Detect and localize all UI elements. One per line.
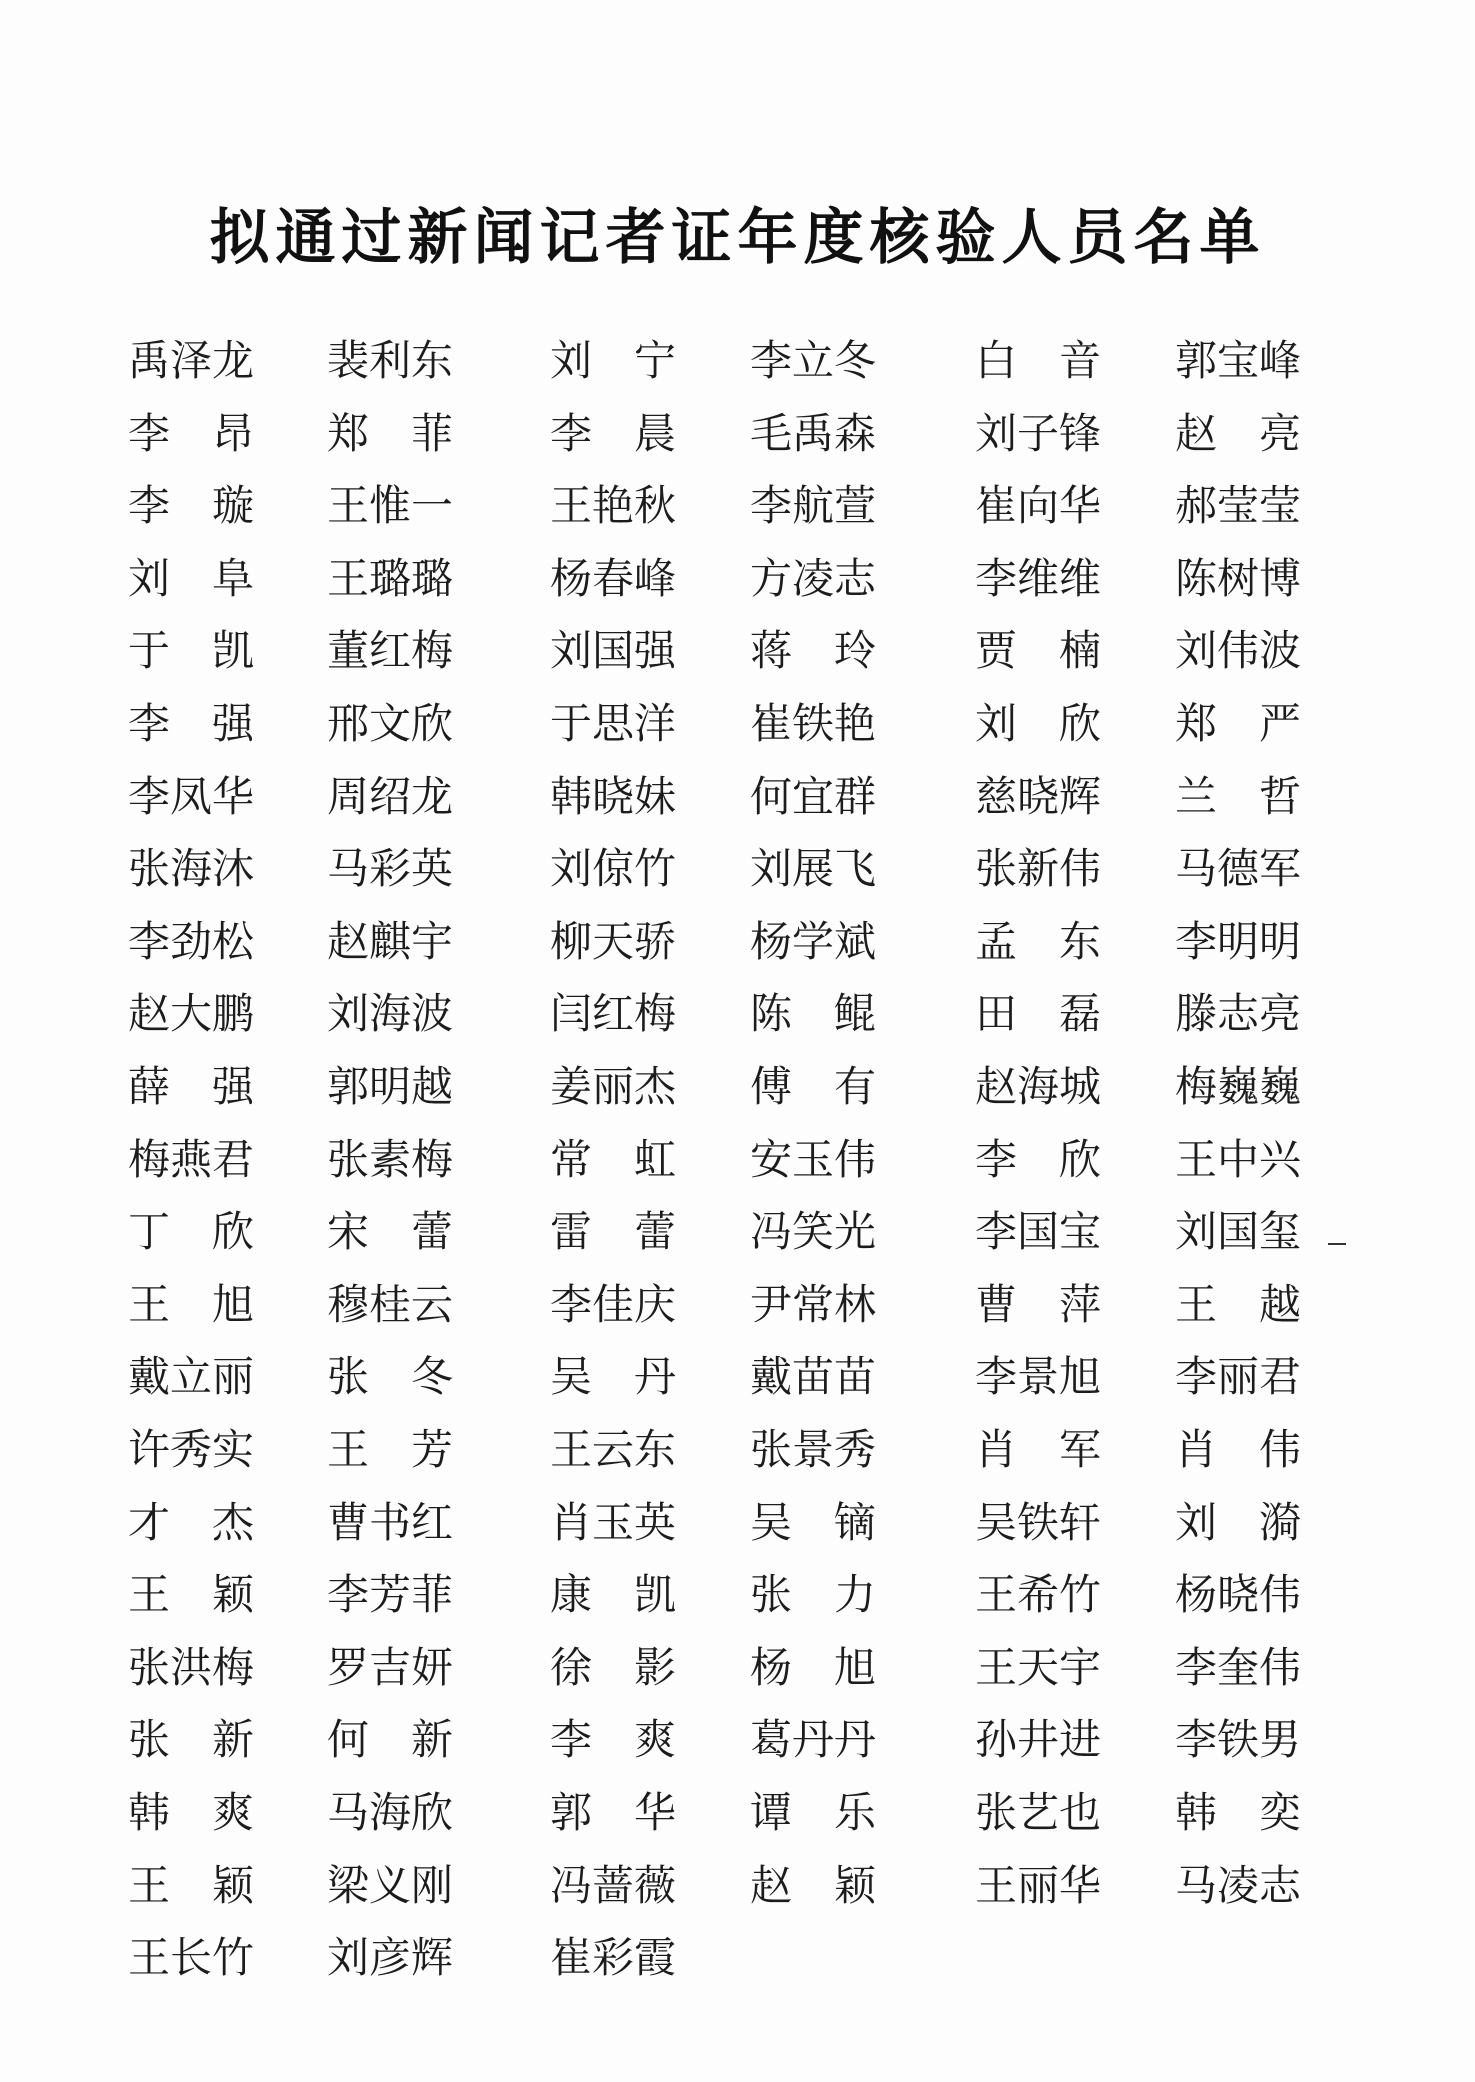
person-name: 王 丽 华	[975, 1860, 1102, 1910]
person-name: 许 秀 实	[128, 1425, 255, 1474]
person-name: 李 航 萱	[750, 481, 877, 531]
name-row	[0, 1051, 1475, 1123]
person-name: 兰 哲	[1175, 771, 1301, 821]
person-name: 闫 红 梅	[550, 989, 677, 1039]
person-name: 吴 铁 轩	[975, 1497, 1102, 1547]
person-name: 肖 伟	[1175, 1425, 1301, 1474]
person-name: 赵 大 鹏	[128, 989, 255, 1039]
person-name: 毛 禹 森	[750, 408, 877, 458]
name-row	[0, 833, 1475, 905]
name-row	[0, 761, 1475, 833]
person-name: 王 芳	[327, 1425, 453, 1474]
person-name: 邢 文 欣	[327, 699, 454, 748]
person-name: 马 凌 志	[1175, 1860, 1302, 1910]
person-name: 王 云 东	[550, 1425, 677, 1474]
person-name: 李 铁 男	[1175, 1715, 1302, 1765]
person-name: 郝 莹 莹	[1175, 481, 1302, 531]
person-name: 孙 井 进	[975, 1715, 1102, 1765]
person-name: 刘 展 飞	[750, 844, 877, 894]
person-name: 张 力	[750, 1570, 876, 1620]
name-row	[0, 1559, 1475, 1631]
person-name: 王 颖	[128, 1860, 254, 1910]
person-name: 王 希 竹	[975, 1570, 1102, 1620]
person-name: 张 新 伟	[975, 844, 1102, 894]
name-row	[0, 325, 1475, 397]
person-name: 赵 颖	[750, 1860, 876, 1910]
person-name: 王 惟 一	[327, 481, 454, 531]
person-name: 安 玉 伟	[750, 1134, 877, 1184]
person-name: 宋 蕾	[327, 1207, 453, 1257]
person-name: 陈 树 博	[1175, 553, 1302, 603]
person-name: 梁 义 刚	[327, 1860, 454, 1910]
person-name: 李 昂	[128, 408, 254, 458]
person-name: 李 立 冬	[750, 336, 877, 385]
person-name: 肖 军	[975, 1425, 1101, 1474]
person-name: 李 芳 菲	[327, 1570, 454, 1620]
person-name: 王 旭	[128, 1279, 254, 1329]
person-name: 李 凤 华	[128, 771, 255, 821]
person-name: 王 颖	[128, 1570, 254, 1620]
person-name: 张 新	[128, 1715, 254, 1765]
person-name: 冯 笑 光	[750, 1207, 877, 1257]
person-name: 张 冬	[327, 1352, 453, 1402]
person-name: 王 中 兴	[1175, 1134, 1302, 1184]
person-name: 葛 丹 丹	[750, 1715, 877, 1765]
person-name: 杨 学 斌	[750, 916, 877, 966]
person-name: 马 德 军	[1175, 844, 1302, 894]
person-name: 白 音	[975, 336, 1101, 385]
person-name: 曹 书 红	[327, 1497, 454, 1547]
person-name: 梅 巍 巍	[1175, 1062, 1302, 1111]
person-name: 傅 有	[750, 1062, 876, 1111]
person-name: 李 强	[128, 699, 254, 748]
person-name: 吴 镝	[750, 1497, 876, 1547]
person-name: 崔 彩 霞	[550, 1933, 677, 1983]
person-name: 李 景 旭	[975, 1352, 1102, 1402]
person-name: 何 新	[327, 1715, 453, 1765]
name-row	[0, 1632, 1475, 1704]
person-name: 王 璐 璐	[327, 553, 454, 603]
person-name: 何 宜 群	[750, 771, 877, 821]
person-name: 曹 萍	[975, 1279, 1101, 1329]
person-name: 张 海 沐	[128, 844, 255, 894]
person-name: 马 海 欣	[327, 1788, 454, 1837]
person-name: 罗 吉 妍	[327, 1642, 454, 1692]
person-name: 穆 桂 云	[327, 1279, 454, 1329]
person-name: 杨 晓 伟	[1175, 1570, 1302, 1620]
name-row	[0, 1341, 1475, 1413]
person-name: 李 欣	[975, 1134, 1101, 1184]
name-row	[0, 398, 1475, 470]
name-row	[0, 1414, 1475, 1486]
name-row	[0, 1850, 1475, 1922]
person-name: 张 艺 也	[975, 1788, 1102, 1837]
person-name: 于 凯	[128, 626, 254, 676]
person-name: 刘 伟 波	[1175, 626, 1302, 676]
person-name: 徐 影	[550, 1642, 676, 1692]
person-name: 李 奎 伟	[1175, 1642, 1302, 1692]
person-name: 张 景 秀	[750, 1425, 877, 1474]
person-name: 韩 晓 妹	[550, 771, 677, 821]
person-name: 刘 国 玺	[1175, 1207, 1302, 1257]
person-name: 丁 欣	[128, 1207, 254, 1257]
person-name: 康 凯	[550, 1570, 676, 1620]
person-name: 孟 东	[975, 916, 1101, 966]
person-name: 刘 阜	[128, 553, 254, 603]
person-name: 张 洪 梅	[128, 1642, 255, 1692]
name-row	[0, 1124, 1475, 1196]
person-name: 姜 丽 杰	[550, 1062, 677, 1111]
person-name: 常 虹	[550, 1134, 676, 1184]
person-name: 李 佳 庆	[550, 1279, 677, 1329]
person-name: 李 明 明	[1175, 916, 1302, 966]
person-name: 禹 泽 龙	[128, 336, 255, 385]
person-name: 刘 子 锋	[975, 408, 1102, 458]
person-name: 李 维 维	[975, 553, 1102, 603]
name-row	[0, 1487, 1475, 1559]
person-name: 贾 楠	[975, 626, 1101, 676]
person-name: 崔 向 华	[975, 481, 1102, 531]
person-name: 梅 燕 君	[128, 1134, 255, 1184]
person-name: 张 素 梅	[327, 1134, 454, 1184]
person-name: 刘 欣	[975, 699, 1101, 748]
person-name: 刘 漪	[1175, 1497, 1301, 1547]
person-name: 马 彩 英	[327, 844, 454, 894]
person-name: 薛 强	[128, 1062, 254, 1111]
person-name: 赵 海 城	[975, 1062, 1102, 1111]
person-name: 雷 蕾	[550, 1207, 676, 1257]
person-name: 李 国 宝	[975, 1207, 1102, 1257]
person-name: 刘 倞 竹	[550, 844, 677, 894]
stray-mark	[1328, 1243, 1346, 1245]
person-name: 谭 乐	[750, 1788, 876, 1837]
person-name: 戴 立 丽	[128, 1352, 255, 1402]
name-row	[0, 978, 1475, 1050]
person-name: 王 越	[1175, 1279, 1301, 1329]
person-name: 慈 晓 辉	[975, 771, 1102, 821]
person-name: 郭 明 越	[327, 1062, 454, 1111]
person-name: 董 红 梅	[327, 626, 454, 676]
person-name: 田 磊	[975, 989, 1101, 1039]
person-name: 柳 天 骄	[550, 916, 677, 966]
person-name: 李 丽 君	[1175, 1352, 1302, 1402]
person-name: 刘 宁	[550, 336, 676, 385]
name-row	[0, 543, 1475, 615]
name-row	[0, 1704, 1475, 1776]
person-name: 王 长 竹	[128, 1933, 255, 1983]
person-name: 王 天 宇	[975, 1642, 1102, 1692]
person-name: 赵 麒 宇	[327, 916, 454, 966]
person-name: 赵 亮	[1175, 408, 1301, 458]
person-name: 郭 宝 峰	[1175, 336, 1302, 385]
person-name: 蒋 玲	[750, 626, 876, 676]
person-name: 冯 蔷 薇	[550, 1860, 677, 1910]
person-name: 吴 丹	[550, 1352, 676, 1402]
person-name: 郑 菲	[327, 408, 453, 458]
name-row	[0, 1196, 1475, 1268]
person-name: 郑 严	[1175, 699, 1301, 748]
name-row	[0, 470, 1475, 542]
person-name: 李 晨	[550, 408, 676, 458]
name-row	[0, 1922, 1475, 1994]
person-name: 杨 春 峰	[550, 553, 677, 603]
name-row	[0, 1269, 1475, 1341]
person-name: 韩 奕	[1175, 1788, 1301, 1837]
person-name: 滕 志 亮	[1175, 989, 1302, 1039]
person-name: 李 爽	[550, 1715, 676, 1765]
person-name: 崔 铁 艳	[750, 699, 877, 748]
person-name: 方 凌 志	[750, 553, 877, 603]
person-name: 裴 利 东	[327, 336, 454, 385]
person-name: 周 绍 龙	[327, 771, 454, 821]
name-row	[0, 906, 1475, 978]
person-name: 刘 海 波	[327, 989, 454, 1039]
person-name: 王 艳 秋	[550, 481, 677, 531]
person-name: 郭 华	[550, 1788, 676, 1837]
person-name: 李 劲 松	[128, 916, 255, 966]
document-title: 拟通过新闻记者证年度核验人员名单	[209, 203, 1266, 273]
person-name: 才 杰	[128, 1497, 254, 1547]
person-name: 刘 彦 辉	[327, 1933, 454, 1983]
person-name: 尹 常 林	[750, 1279, 877, 1329]
person-name: 杨 旭	[750, 1642, 876, 1692]
name-row	[0, 1777, 1475, 1849]
person-name: 于 思 洋	[550, 699, 677, 748]
person-name: 肖 玉 英	[550, 1497, 677, 1547]
person-name: 李 璇	[128, 481, 254, 531]
person-name: 韩 爽	[128, 1788, 254, 1837]
name-row	[0, 688, 1475, 760]
person-name: 戴 苗 苗	[750, 1352, 877, 1402]
person-name: 陈 鲲	[750, 989, 876, 1039]
person-name: 刘 国 强	[550, 626, 677, 676]
name-row	[0, 615, 1475, 687]
